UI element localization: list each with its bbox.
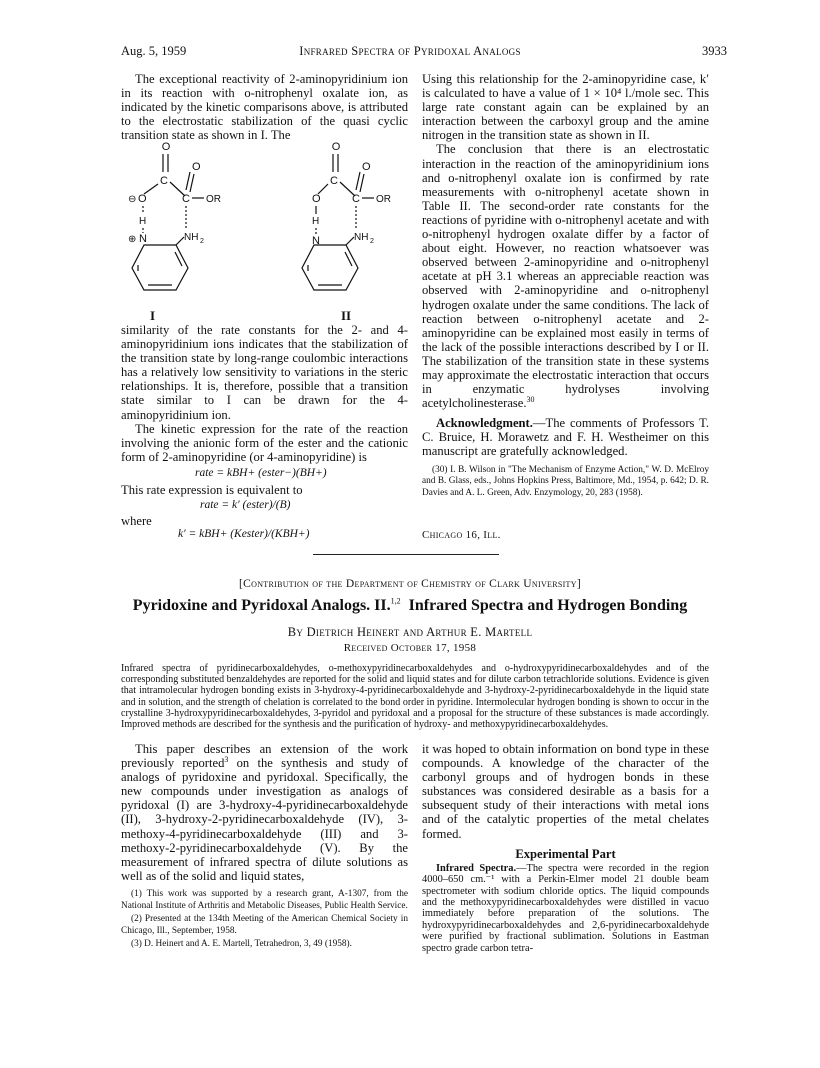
atom-label: O [331, 141, 341, 153]
subsection-title: Infrared Spectra. [436, 862, 517, 874]
atom-label: 2 [200, 238, 204, 245]
atom-label: NH [184, 232, 199, 243]
received-date: Received October 17, 1958 [343, 642, 477, 654]
atom-label: N [312, 235, 320, 247]
equation-rate-2: rate = k′ (ester)/(B) [200, 499, 291, 511]
reference-mark: 30 [526, 394, 535, 404]
paragraph: similarity of the rate constants for the 2- and 4-aminopyridinium ions indicates that the stabilization of the transition state by long-range coulombic interactions has a relatively low sensitivity to variations in the steric relationships. It is, therefore, possible that a transition state similar to I can be drawn for the 4-aminopyridinium ion. [121, 323, 408, 422]
footnote-3: (3) D. Heinert and A. E. Martell, Tetrahedron, 3, 49 (1958). [131, 939, 352, 949]
structure-i [128, 141, 221, 290]
atom-label: 2 [370, 238, 374, 245]
paragraph [422, 863, 709, 954]
rate-equivalent-text: This rate expression is equivalent to [121, 483, 303, 497]
atom-label: OR [376, 194, 391, 205]
footnote-2: (2) Presented at the 134th Meeting of the American Chemical Society in Chicago, Ill., September, 1958. [121, 914, 408, 936]
reference-mark: 3 [224, 754, 229, 764]
atom-label: C [160, 175, 168, 187]
contribution-line: [Contribution of the Department of Chemistry of Clark University] [239, 578, 581, 590]
running-header-title: Infrared Spectra of Pyridoxal Analogs [299, 44, 521, 58]
footnote-1: (1) This work was supported by a research grant, A-1307, from the National Institute of Arthritis and Metabolic Diseases, Public Health Service. [121, 889, 408, 911]
atom-label: O [362, 161, 371, 173]
bottom-left-column [121, 742, 408, 883]
top-left-continued [121, 323, 408, 464]
footnote-30: (30) I. B. Wilson in "The Mechanism of Enzyme Action," W. D. McElroy and B. Glass, eds., Johns Hopkins Press, Baltimore, Md., 1954, p. 642; D. R. Davies and A. L. Green, Adv. Enzymology, 20, 283 (1958). [422, 464, 709, 498]
transition-state-structures [130, 140, 410, 320]
acknowledgment-text: —The comments of Professors T. C. Bruice, H. Morawetz and F. H. Westheimer on this manuscript are gratefully acknowledged. [422, 416, 709, 459]
paragraph: The kinetic expression for the rate of the reaction involving the anionic form of the ester and the cationic form of 2-aminopyridine (or 4-aminopyridine) is [121, 421, 408, 464]
top-right-column [422, 72, 709, 501]
paragraph: The exceptional reactivity of 2-aminopyridinium ion in its reaction with o-nitrophenyl oxalate ion, as indicated by the kinetic comparisons above, is attributed to the electrostatic stabilization of the quasi cyclic transition state as shown in I. The [121, 72, 408, 143]
authors: By Dietrich Heinert and Arthur E. Martell [287, 625, 533, 639]
atom-label: N [139, 233, 147, 245]
running-header-date: Aug. 5, 1959 [121, 44, 187, 58]
bottom-right-column [422, 742, 709, 954]
atom-label: ⊖ [128, 194, 137, 205]
atom-label: H [312, 216, 320, 227]
atom-label: O [161, 141, 171, 153]
paragraph-text: This paper describes an extension of the work previously reported [121, 742, 408, 771]
atom-label: C [330, 175, 338, 187]
article-title-subtitle: Infrared Spectra and Hydrogen Bonding [408, 597, 688, 614]
section-heading: Experimental Part [515, 846, 616, 861]
abstract: Infrared spectra of pyridinecarboxaldehydes, o-methoxypyridinecarboxaldehydes and o-hydroxypyridinecarboxaldehydes and of the corresponding substituted benzaldehydes are reported for the solid and liquid states and for dilute carbon tetrachloride solutions. Evidence is given that intramolecular hydrogen bonding exists in 3-hydroxy-4-pyridinecarboxaldehyde and 3-hydroxy-2-pyridinecarboxaldehyde in the liquid state and in solution, and the strength of chelation is correlated to the bond order in pyridine. Intermolecular hydrogen bonding is shown to occur in the crystalline 3-hydroxypyridinecarboxaldehydes, 3-pyridol and pyridoxal and a proposal for the structure of these substances is made accordingly. Improved methods are described for the synthesis and the purification of hydroxy- and methoxypyridinecarboxaldehydes. [121, 663, 709, 731]
paragraph [121, 742, 408, 883]
atom-label: C [182, 193, 190, 205]
atom-label: NH [354, 232, 369, 243]
structure-ii-label: II [341, 308, 352, 323]
paragraph: it was hoped to obtain information on bond type in these compounds. A knowledge of the character of the carbonyl groups and of hydrogen bonds in these substances was considered desirable as a basis for a subsequent study of their interactions with metal ions and of the catalytic properties of the metal chelates formed. [422, 742, 709, 841]
structure-i-label: I [150, 308, 156, 323]
equation-rate-1: rate = kBH+ (ester−)(BH+) [195, 467, 327, 479]
structure-ii [302, 141, 391, 290]
article-title [0, 597, 820, 615]
atom-label: OR [206, 194, 221, 205]
paragraph-text: The conclusion that there is an electrostatic interaction in the reaction of the aminopyridinium ions and o-nitrophenyl oxalate ion is confirmed by rate measurements with o-nitrophenyl acetate shown in Table II. The second-order rate constants for the reactions of pyridine with o-nitrophenyl acetate and with o-nitrophenyl hydrogen oxalate differ by a factor of about eight. However, no reaction whatsoever was observed between 2-aminopyridine and o-nitrophenyl acetate at pH 3.1 whereas an appreciable reaction was observed with 2-aminopyridine and o-nitrophenyl hydrogen oxalate under the same conditions. The lack of reaction between o-nitrophenyl acetate and 2-aminopyridine can be explained most easily in terms of the lack of the possible interactions described by I or II. The stabilization of the transition state in these systems may approximate the electrostatic interaction that occurs in enzymatic hydrolyses involving acetylcholinesterase. [422, 142, 709, 411]
atom-label: O [192, 161, 201, 173]
subsection-text: —The spectra were recorded in the region 4000–650 cm.⁻¹ with a Perkin-Elmer model 21 double beam spectrometer with sodium chloride optics. The liquid compounds and the methoxypyridinecarboxaldehydes were distilled in vacuo immediately before preparation of the solutions. The hydroxypyridinecarboxaldehydes and 2,6-pyridinecarboxaldehyde were purified by fractional sublimation. Solutions in Eastman spectro grade carbon tetra- [422, 862, 709, 954]
equation-k-prime: k′ = kBH+ (Kester)/(KBH+) [178, 528, 310, 540]
title-footnote-marks: 1,2 [390, 596, 401, 606]
location: Chicago 16, Ill. [422, 529, 501, 541]
page-number: 3933 [702, 44, 727, 58]
atom-label: C [352, 193, 360, 205]
footnotes [121, 889, 408, 953]
atom-label: O [138, 193, 147, 205]
article-title-main: Pyridoxine and Pyridoxal Analogs. II. [132, 597, 391, 614]
paragraph-text: on the synthesis and study of analogs of pyridoxine and pyridoxal. Specifically, the new compounds under investigation as analogs of pyridoxal (I) are 3-hydroxy-4-pyridinecarboxaldehyde (II), 3-hydroxy-2-pyridinecarboxaldehyde (IV), 3-methoxy-4-pyridinecarboxaldehyde (III) and 3-methoxy-2-pyridinecarboxaldehyde (V). By the measurement of infrared spectra of dilute solutions as well as of the solid and liquid states, [121, 756, 408, 883]
atom-label: ⊕ [128, 234, 137, 245]
paragraph: Using this relationship for the 2-aminopyridine case, k′ is calculated to have a value of 1 × 10⁴ l./mole sec. This large rate constant again can be explained by an interaction between the carboxyl group and the amine nitrogen in the transition state as shown in II. [422, 72, 709, 143]
acknowledgment-title: Acknowledgment. [436, 416, 533, 431]
where-text: where [121, 514, 152, 528]
acknowledgment [422, 416, 709, 458]
divider [313, 554, 499, 555]
atom-label: H [139, 216, 147, 227]
top-left-intro [121, 72, 408, 142]
paragraph [422, 142, 709, 410]
atom-label: O [312, 193, 321, 205]
